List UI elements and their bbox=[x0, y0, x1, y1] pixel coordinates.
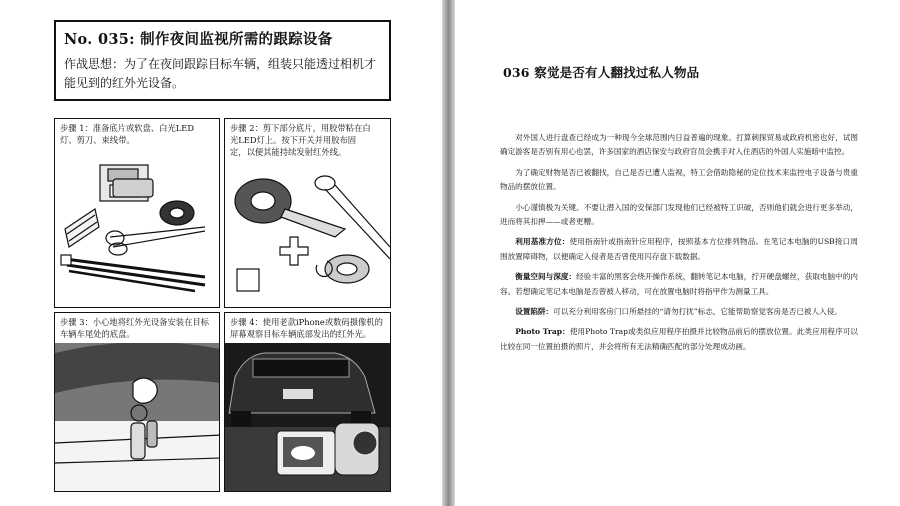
led-light-drawing bbox=[113, 179, 153, 197]
paragraph-lead: 设置陷阱： bbox=[515, 307, 554, 317]
paragraph bbox=[500, 166, 858, 195]
paragraph-text: 小心谨慎极为关键。不要让潜入国的安保部门发现他们已经被特工识破，否则他们就会进行更多举动，进而将其扣押——或者更糟。 bbox=[500, 202, 858, 227]
film-cutout-drawing bbox=[280, 237, 308, 265]
paragraph bbox=[500, 131, 858, 160]
paragraph-text: 对外国人进行盘查已经成为一种现今全球范围内日益普遍的现象。打算刺探贸易或政府机密也好，试图确定游客是否别有用心也罢，许多国家的酒店保安与政府官员会携手对入住酒店的外国人实施暗中监控。 bbox=[500, 133, 858, 157]
paragraph bbox=[500, 325, 858, 354]
scissors-drawing bbox=[110, 227, 205, 237]
film-strip-drawing bbox=[65, 209, 99, 247]
scissors-drawing bbox=[325, 189, 390, 259]
paragraph-text: 使用Photo Trap或类似应用程序拍摄并比较物品前后的摆放位置。此类应用程序可以比较在同一位置拍摄的照片，并会将所有无法精确匹配的部分处理成动画。 bbox=[500, 327, 858, 351]
comic-title: No. 035: 制作夜间监视所需的跟踪设备 bbox=[64, 31, 333, 48]
paragraph bbox=[500, 305, 858, 319]
paragraph-lead: Photo Trap： bbox=[515, 327, 570, 337]
chapter-body bbox=[500, 131, 858, 360]
panel-3-caption: 步骤 3：小心地将红外光设备安装在目标车辆车尾处的底盘。 bbox=[55, 313, 219, 343]
paragraph-lead: 利用基准方位： bbox=[515, 237, 570, 247]
panel-1-caption: 步骤 1：准备底片或软盘、白光LED灯、剪刀、束线带。 bbox=[60, 123, 194, 145]
title-box bbox=[54, 20, 391, 101]
paragraph bbox=[500, 235, 858, 264]
right-page bbox=[455, 0, 900, 506]
comic-panel-1 bbox=[54, 118, 220, 308]
book-gutter bbox=[442, 0, 455, 506]
infrared-glow-drawing bbox=[291, 446, 315, 460]
paragraph-text: 使用指南针或指南针应用程序，按照基本方位排列物品。在笔记本电脑的USB接口周围放置障碍物，以便确定入侵者是否曾使用闪存盘下载数据。 bbox=[500, 237, 859, 261]
left-page bbox=[0, 0, 442, 506]
chapter-title: 036 察觉是否有人翻找过私人物品 bbox=[503, 65, 700, 80]
ir-device-drawing bbox=[131, 423, 145, 459]
paragraph bbox=[500, 201, 858, 230]
panel-4-caption: 步骤 4：使用老款iPhone或数码摄像机的屏幕观察目标车辆底部发出的红外光。 bbox=[225, 313, 390, 343]
comic-subtitle: 作战思想：为了在夜间跟踪目标车辆，组装只能透过相机才能见到的红外光设备。 bbox=[64, 57, 377, 90]
comic-panel-4 bbox=[224, 312, 391, 492]
paragraph-text: 经验丰富的黑客会绕开操作系统，翻转笔记本电脑，拧开硬盘螺丝，获取电脑中的内容。若想确定笔记本电脑是否曾被人移动，可在放置电脑时将指甲作为测量工具。 bbox=[500, 272, 858, 296]
comic-panel-2 bbox=[224, 118, 391, 308]
comic-panel-3 bbox=[54, 312, 220, 492]
paragraph-text: 为了确定财物是否已被翻找，自己是否已遭人监视，特工会借助隐秘的定位技术来监控电子设备与贵重物品的摆放位置。 bbox=[500, 167, 858, 192]
panel-2-caption: 步骤 2：剪下部分底片，用胶带粘在白光LED灯上。按下开关并用胶布固定，以便其能持续发射红外线。 bbox=[230, 123, 371, 157]
paragraph bbox=[500, 270, 858, 299]
paragraph-lead: 衡量空间与深度： bbox=[515, 272, 577, 282]
paragraph-text: 可以充分利用客房门口所悬挂的“请勿打扰”标志，它能帮助察觉客房是否已被人入侵。 bbox=[553, 307, 842, 317]
